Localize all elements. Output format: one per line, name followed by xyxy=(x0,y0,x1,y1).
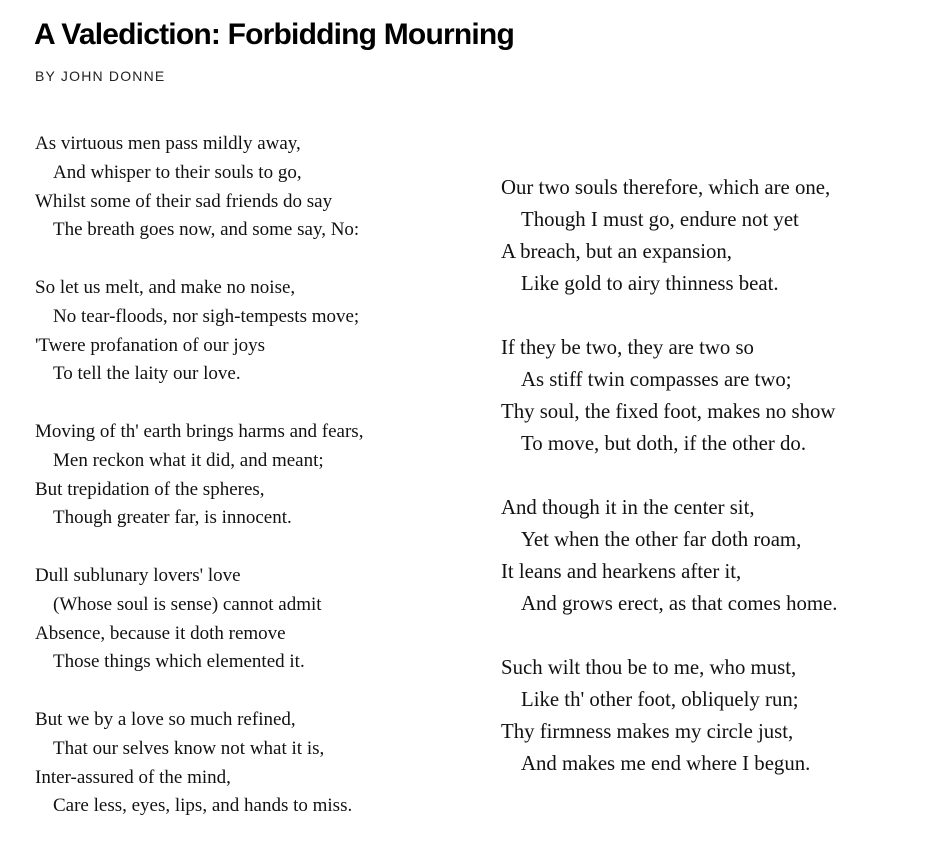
stanza xyxy=(35,418,363,533)
poem-line: Such wilt thou be to me, who must, xyxy=(501,656,797,679)
poem-title: A Valediction: Forbidding Mourning xyxy=(34,18,514,51)
poem-line: Like th' other foot, obliquely run; xyxy=(521,688,799,711)
stanza xyxy=(35,706,363,821)
poem-column-right xyxy=(501,172,837,812)
poem-line: Like gold to airy thinness beat. xyxy=(521,272,779,295)
poem-line: Inter-assured of the mind, xyxy=(35,766,231,788)
poem-line: So let us melt, and make no noise, xyxy=(35,276,296,298)
stanza xyxy=(35,274,363,389)
poem-line: The breath goes now, and some say, No: xyxy=(53,219,360,241)
poem-line: As virtuous men pass mildly away, xyxy=(35,133,301,154)
poem-line: Thy soul, the fixed foot, makes no show xyxy=(501,400,836,423)
poem-line: Dull sublunary lovers' love xyxy=(35,564,241,586)
poem-line: If they be two, they are two so xyxy=(501,336,754,359)
poem-line: It leans and hearkens after it, xyxy=(501,560,742,583)
poem-line: To move, but doth, if the other do. xyxy=(521,432,807,455)
poem-line: Thy firmness makes my circle just, xyxy=(501,720,794,743)
stanza xyxy=(501,332,837,460)
poem-line: Though greater far, is innocent. xyxy=(53,507,292,529)
stanza xyxy=(501,652,837,780)
poem-line: And makes me end where I begun. xyxy=(521,752,811,775)
poem-line: And grows erect, as that comes home. xyxy=(521,592,838,615)
stanza xyxy=(35,562,363,677)
stanza xyxy=(501,492,837,620)
poem-line: Whilst some of their sad friends do say xyxy=(35,190,333,212)
poem-line: And whisper to their souls to go, xyxy=(53,161,302,183)
poem-line: 'Twere profanation of our joys xyxy=(35,334,266,356)
poem-line: No tear-floods, nor sigh-tempests move; xyxy=(53,305,360,327)
stanza xyxy=(35,130,363,245)
poem-line: A breach, but an expansion, xyxy=(501,240,733,263)
poem-line: Those things which elemented it. xyxy=(53,651,305,673)
poem-line: Though I must go, endure not yet xyxy=(521,208,799,231)
poem-line: And though it in the center sit, xyxy=(501,496,755,519)
poem-line: Men reckon what it did, and meant; xyxy=(53,449,324,471)
poem-line: As stiff twin compasses are two; xyxy=(521,368,792,391)
poem-line: Absence, because it doth remove xyxy=(35,622,286,644)
poem-line: But we by a love so much refined, xyxy=(35,708,296,730)
poem-line: Care less, eyes, lips, and hands to miss. xyxy=(53,795,353,817)
stanza xyxy=(501,172,837,300)
poem-line: That our selves know not what it is, xyxy=(53,737,325,759)
poem-line: Our two souls therefore, which are one, xyxy=(501,176,831,199)
poem-line: (Whose soul is sense) cannot admit xyxy=(53,593,322,615)
poem-byline: BY JOHN DONNE xyxy=(35,68,166,84)
poem-line: But trepidation of the spheres, xyxy=(35,478,265,500)
poem-line: Moving of th' earth brings harms and fears, xyxy=(35,420,364,442)
poem-column-left xyxy=(35,130,363,850)
poem-line: To tell the laity our love. xyxy=(53,363,241,385)
poem-line: Yet when the other far doth roam, xyxy=(521,528,802,551)
